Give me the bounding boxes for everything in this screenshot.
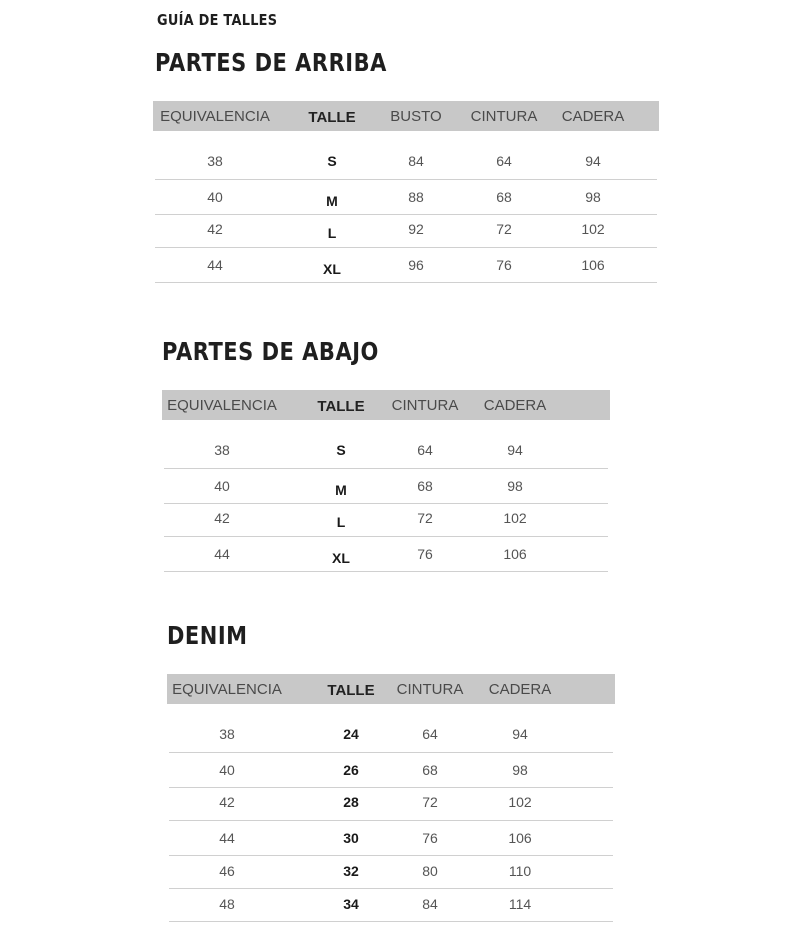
section-title-tops: PARTES DE ARRIBA	[155, 48, 387, 77]
column-header: EQUIVALENCIA	[167, 397, 277, 414]
column-header: CADERA	[483, 397, 547, 414]
measure-cell: 38	[207, 153, 223, 169]
size-cell: L	[327, 225, 337, 241]
table-row	[169, 888, 613, 922]
measure-cell: 72	[496, 221, 512, 237]
table-row	[169, 855, 613, 889]
column-header: EQUIVALENCIA	[160, 108, 270, 125]
measure-cell: 106	[581, 257, 605, 273]
measure-cell: 76	[417, 546, 433, 562]
table-row	[169, 719, 613, 753]
measure-cell: 40	[207, 189, 223, 205]
table-row	[155, 181, 657, 215]
row-divider	[155, 282, 657, 283]
size-cell: XL	[332, 550, 350, 566]
table-row	[155, 146, 657, 180]
measure-cell: 94	[585, 153, 601, 169]
measure-cell: 72	[417, 510, 433, 526]
row-divider	[155, 179, 657, 180]
size-cell: 30	[343, 830, 359, 846]
measure-cell: 46	[219, 863, 235, 879]
measure-cell: 64	[422, 726, 438, 742]
measure-cell: 114	[508, 896, 532, 912]
measure-cell: 40	[214, 478, 230, 494]
measure-cell: 94	[512, 726, 528, 742]
row-divider	[155, 247, 657, 248]
measure-cell: 98	[507, 478, 523, 494]
measure-cell: 64	[417, 442, 433, 458]
measure-cell: 44	[214, 546, 230, 562]
table-row	[169, 822, 613, 856]
measure-cell: 68	[496, 189, 512, 205]
table-row	[169, 754, 613, 788]
measure-cell: 64	[496, 153, 512, 169]
measure-cell: 88	[408, 189, 424, 205]
section-title-bottoms: PARTES DE ABAJO	[162, 337, 379, 366]
column-header: CADERA	[561, 108, 625, 125]
measure-cell: 38	[219, 726, 235, 742]
measure-cell: 72	[422, 794, 438, 810]
size-cell: L	[336, 514, 346, 530]
measure-cell: 40	[219, 762, 235, 778]
table-header	[162, 390, 610, 420]
measure-cell: 94	[507, 442, 523, 458]
row-divider	[169, 752, 613, 753]
measure-cell: 44	[219, 830, 235, 846]
table-row	[164, 470, 608, 504]
measure-cell: 76	[422, 830, 438, 846]
measure-cell: 106	[508, 830, 532, 846]
measure-cell: 42	[207, 221, 223, 237]
measure-cell: 106	[503, 546, 527, 562]
column-header: TALLE	[327, 682, 375, 699]
measure-cell: 68	[422, 762, 438, 778]
size-cell: S	[336, 442, 346, 458]
page-title: GUÍA DE TALLES	[157, 11, 278, 29]
measure-cell: 42	[214, 510, 230, 526]
column-header: CINTURA	[391, 397, 459, 414]
size-cell: XL	[323, 261, 341, 277]
measure-cell: 76	[496, 257, 512, 273]
table-row	[155, 214, 657, 248]
column-header: CADERA	[488, 681, 552, 698]
size-cell: 24	[343, 726, 359, 742]
column-header: EQUIVALENCIA	[172, 681, 282, 698]
table-row	[164, 538, 608, 572]
size-cell: 26	[343, 762, 359, 778]
row-divider	[164, 536, 608, 537]
column-header: CINTURA	[470, 108, 538, 125]
table-row	[155, 249, 657, 283]
size-cell: S	[327, 153, 337, 169]
size-cell: M	[326, 193, 338, 209]
measure-cell: 102	[581, 221, 605, 237]
measure-cell: 48	[219, 896, 235, 912]
row-divider	[164, 571, 608, 572]
size-cell: 34	[343, 896, 359, 912]
measure-cell: 42	[219, 794, 235, 810]
column-header: TALLE	[308, 109, 356, 126]
table-row	[169, 787, 613, 821]
row-divider	[169, 921, 613, 922]
measure-cell: 68	[417, 478, 433, 494]
table-row	[164, 503, 608, 537]
section-title-denim: DENIM	[167, 621, 248, 650]
measure-cell: 110	[508, 863, 532, 879]
table-header	[167, 674, 615, 704]
column-header: CINTURA	[396, 681, 464, 698]
size-cell: 28	[343, 794, 359, 810]
measure-cell: 92	[408, 221, 424, 237]
measure-cell: 98	[512, 762, 528, 778]
column-header: BUSTO	[390, 108, 442, 125]
row-divider	[164, 468, 608, 469]
measure-cell: 102	[508, 794, 532, 810]
table-header	[153, 101, 659, 131]
measure-cell: 84	[422, 896, 438, 912]
table-row	[164, 435, 608, 469]
size-cell: 32	[343, 863, 359, 879]
measure-cell: 102	[503, 510, 527, 526]
size-cell: M	[335, 482, 347, 498]
measure-cell: 44	[207, 257, 223, 273]
measure-cell: 96	[408, 257, 424, 273]
row-divider	[169, 820, 613, 821]
measure-cell: 98	[585, 189, 601, 205]
measure-cell: 38	[214, 442, 230, 458]
column-header: TALLE	[317, 398, 365, 415]
measure-cell: 84	[408, 153, 424, 169]
measure-cell: 80	[422, 863, 438, 879]
